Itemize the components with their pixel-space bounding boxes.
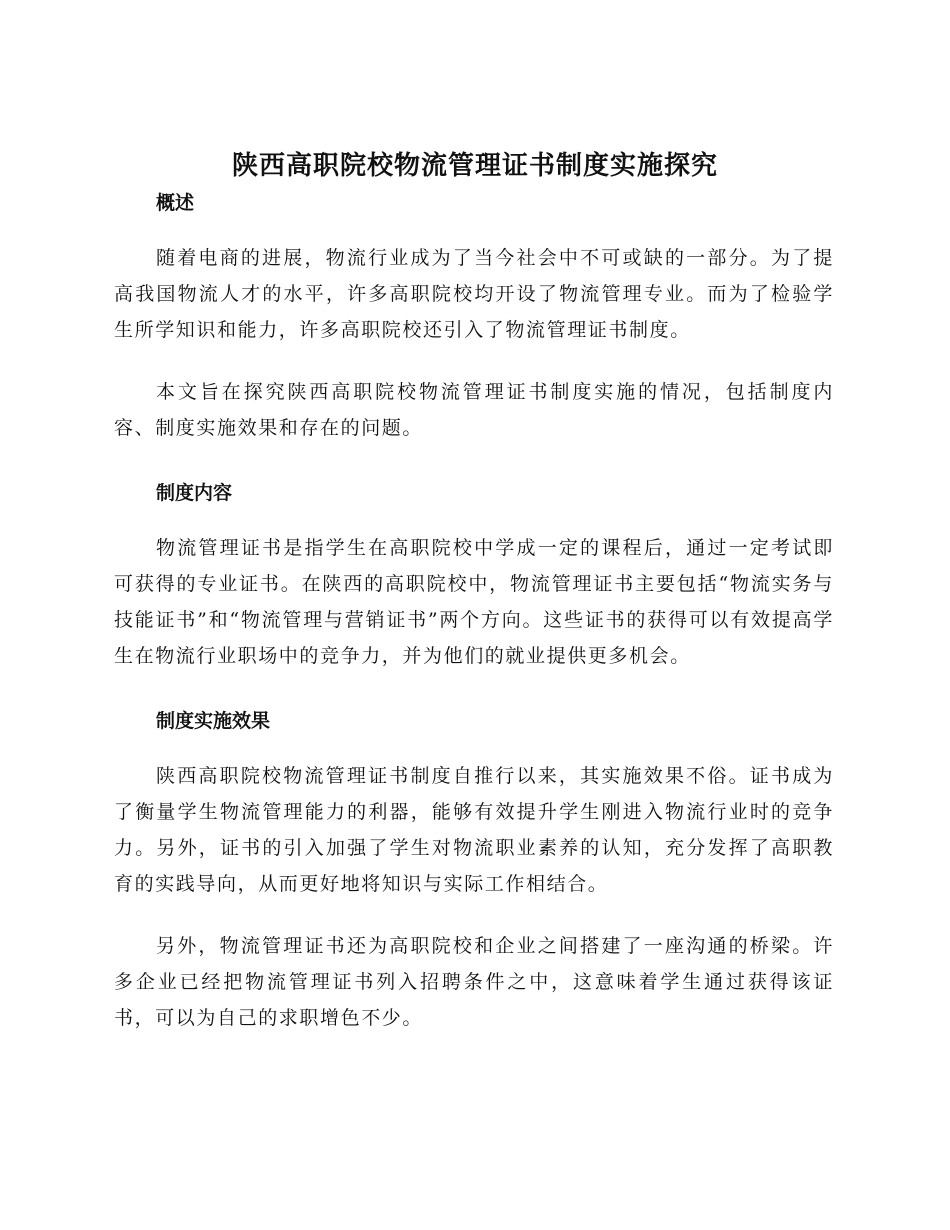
section-heading-overview: 概述 [156, 192, 195, 214]
paragraph: 随着电商的进展，物流行业成为了当今社会中不可或缺的一部分。为了提高我国物流人才的水平，许多高职院校均开设了物流管理专业。而为了检验学生所学知识和能力，许多高职院校还引入了物流管理证书制度。 [114, 247, 834, 341]
paragraph: 本文旨在探究陕西高职院校物流管理证书制度实施的情况，包括制度内容、制度实施效果和存在的问题。 [114, 381, 834, 439]
paragraph: 物流管理证书是指学生在高职院校中学成一定的课程后，通过一定考试即可获得的专业证书。在陕西的高职院校中，物流管理证书主要包括“物流实务与技能证书”和“物流管理与营销证书”两个方向。这些证书的获得可以有效提高学生在物流行业职场中的竞争力，并为他们的就业提供更多机会。 [114, 537, 834, 667]
document-title: 陕西高职院校物流管理证书制度实施探究 [231, 151, 718, 181]
paragraph: 另外，物流管理证书还为高职院校和企业之间搭建了一座沟通的桥梁。许多企业已经把物流管理证书列入招聘条件之中，这意味着学生通过获得该证书，可以为自己的求职增色不少。 [114, 935, 834, 1029]
document-body [114, 186, 834, 1036]
section-heading-content: 制度内容 [156, 482, 233, 504]
paragraph: 陕西高职院校物流管理证书制度自推行以来，其实施效果不俗。证书成为了衡量学生物流管理能力的利器，能够有效提升学生刚进入物流行业时的竞争力。另外，证书的引入加强了学生对物流职业素养的认知，充分发挥了高职教育的实践导向，从而更好地将知识与实际工作相结合。 [114, 765, 834, 895]
section-heading-effects: 制度实施效果 [156, 710, 271, 732]
